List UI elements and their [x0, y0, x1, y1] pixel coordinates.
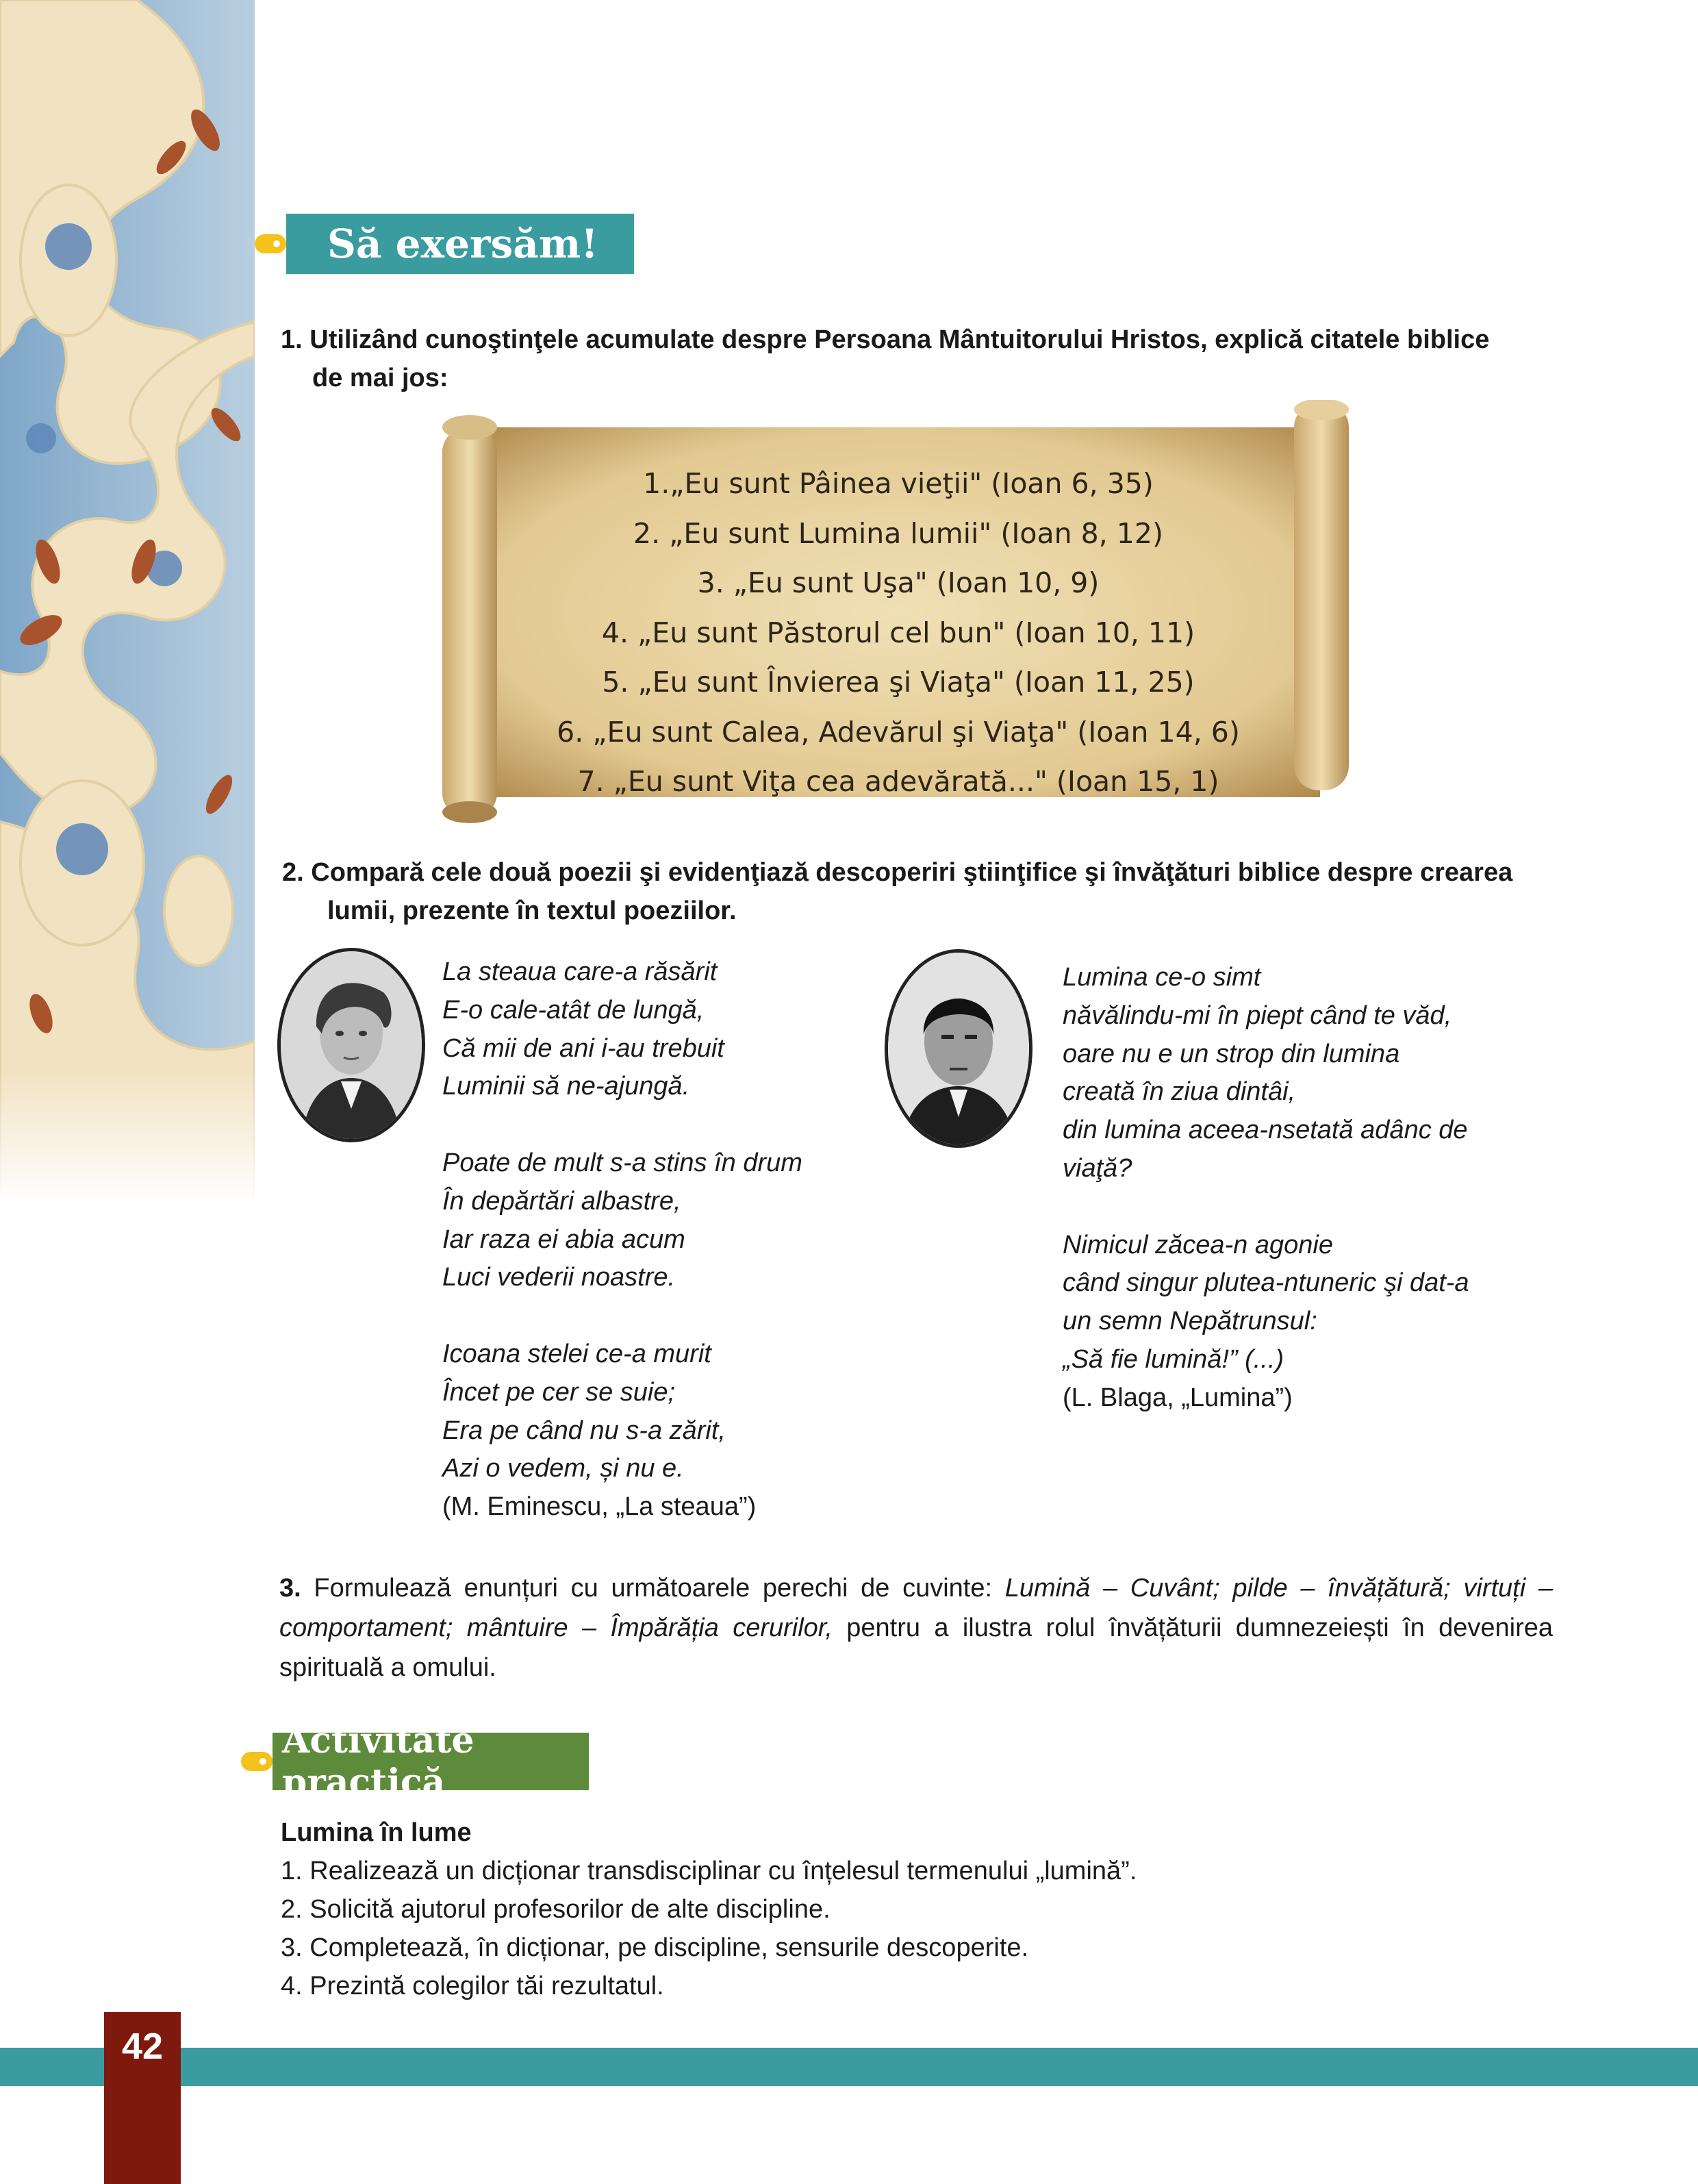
exercise-2-text-line2: lumii, prezente în textul poeziilor. [327, 896, 737, 925]
exercise-heading [255, 214, 634, 274]
poem-line: când singur plutea-ntuneric şi dat-a [1063, 1268, 1469, 1298]
poem-line: Încet pe cer se suie; [442, 1377, 676, 1407]
exercise-heading-text: Să exersăm! [286, 214, 634, 274]
quote-line: 6. „Eu sunt Calea, Adevărul şi Viaţa" (Ioan 14, 6) [557, 715, 1240, 749]
exercise-3-number: 3. [279, 1574, 301, 1603]
exercise-2-text-line1: Compară cele două poezii şi evidenţiază descoperiri ştiinţifice şi învăţături biblice despre crearea [311, 858, 1513, 887]
quote-line: 7. „Eu sunt Viţa cea adevărată..." (Ioan 15, 1) [577, 765, 1219, 798]
activity-title: Lumina în lume [281, 1818, 472, 1847]
poem-line: oare nu e un strop din lumina [1063, 1039, 1400, 1068]
quote-line: 2. „Eu sunt Lumina lumii" (Ioan 8, 12) [633, 516, 1163, 550]
poem-line: Iar raza ei abia acum [442, 1225, 685, 1254]
quote-line: 3. „Eu sunt Uşa" (Ioan 10, 9) [697, 566, 1100, 599]
poem-citation: (L. Blaga, „Lumina”) [1063, 1383, 1293, 1412]
activity-step: 2. Solicită ajutorul profesorilor de alte discipline. [281, 1895, 831, 1924]
poem-line: „Să fie lumină!” (...) [1063, 1344, 1284, 1374]
page-number: 42 [121, 2026, 164, 2067]
poem-line: Era pe când nu s-a zărit, [442, 1416, 726, 1445]
quote-line: 5. „Eu sunt Învierea şi Viaţa" (Ioan 11, 25) [602, 666, 1195, 699]
activity-heading [241, 1720, 589, 1803]
poem-line: Luci vederii noastre. [442, 1263, 676, 1292]
poem-line: Poate de mult s-a stins în drum [442, 1148, 802, 1177]
exercise-2 [282, 853, 1569, 930]
parchment-scroll [435, 400, 1361, 826]
poem-line: din lumina aceea-nsetată adânc de [1063, 1116, 1468, 1145]
poem-line: Lumina ce-o simt [1063, 963, 1261, 992]
activity-heading-text: Activitate practică [273, 1733, 589, 1790]
exercise-1-text-line2: de mai jos: [312, 364, 448, 392]
exercise-3 [279, 1568, 1553, 1687]
poem-line: La steaua care-a răsărit [442, 957, 718, 986]
activity-step: 1. Realizează un dicționar transdisciplinar cu înțelesul termenului „lumină”. [281, 1857, 1137, 1885]
poem-line: Luminii să ne-ajungă. [442, 1072, 690, 1101]
exercise-1 [281, 321, 1568, 397]
exercise-3-intro: Formulează enunțuri cu următoarele perechi de cuvinte: [301, 1574, 1005, 1603]
exercise-2-number: 2. [282, 858, 304, 887]
poem-line: un semn Nepătrunsul: [1063, 1307, 1317, 1336]
footer-bar [0, 2048, 1698, 2086]
poem-line: creată în ziua dintâi, [1063, 1077, 1296, 1107]
exercise-1-number: 1. [281, 325, 303, 354]
poem-line: Azi o vedem, și nu e. [442, 1454, 684, 1483]
exercise-3-outro: pentru a ilustra rolul învățăturii dumnezeiești în devenirea spirituală a omului. [279, 1614, 1553, 1682]
activity-step: 4. Prezintă colegilor tăi rezultatul. [281, 1972, 664, 2000]
exercise-1-text-line1: Utilizând cunoştinţele acumulate despre Persoana Mântuitorului Hristos, explică citatele biblice [309, 325, 1490, 354]
poem-citation: (M. Eminescu, „La steaua”) [442, 1492, 757, 1522]
ornament-fade [0, 1068, 255, 1205]
poem-line: E-o cale-atât de lungă, [442, 995, 705, 1025]
poem-blaga [1063, 959, 1469, 1418]
poem-line: năvălindu-mi în piept când te văd, [1063, 1001, 1452, 1030]
poem-eminescu [442, 953, 802, 1527]
poem-line: Că mii de ani i-au trebuit [442, 1033, 724, 1063]
heading-tab-icon [255, 234, 286, 253]
exercise-3-word-pairs: Lumină – Cuvânt; pilde – învățătură; virtuți – comportament; mântuire – Împărăția cerurilor, [279, 1574, 1553, 1642]
activity-step: 3. Completează, în dicționar, pe discipline, sensurile descoperite. [281, 1933, 1029, 1962]
practical-activity [281, 1813, 1137, 2005]
quote-line: 1.„Eu sunt Pâinea vieţii" (Ioan 6, 35) [643, 467, 1154, 500]
poem-line: viaţă? [1063, 1153, 1132, 1183]
poem-line: Nimicul zăcea-n agonie [1063, 1230, 1333, 1259]
heading-tab-icon [241, 1752, 273, 1771]
scroll-quotes [435, 459, 1361, 807]
portrait-eminescu-image [277, 948, 425, 1142]
quote-line: 4. „Eu sunt Păstorul cel bun" (Ioan 10, 11) [601, 616, 1195, 649]
poem-line: În depărtări albastre, [442, 1186, 681, 1216]
poem-line: Icoana stelei ce-a murit [442, 1339, 711, 1368]
portrait-blaga-image [885, 949, 1032, 1148]
ornamental-border [0, 0, 255, 1205]
